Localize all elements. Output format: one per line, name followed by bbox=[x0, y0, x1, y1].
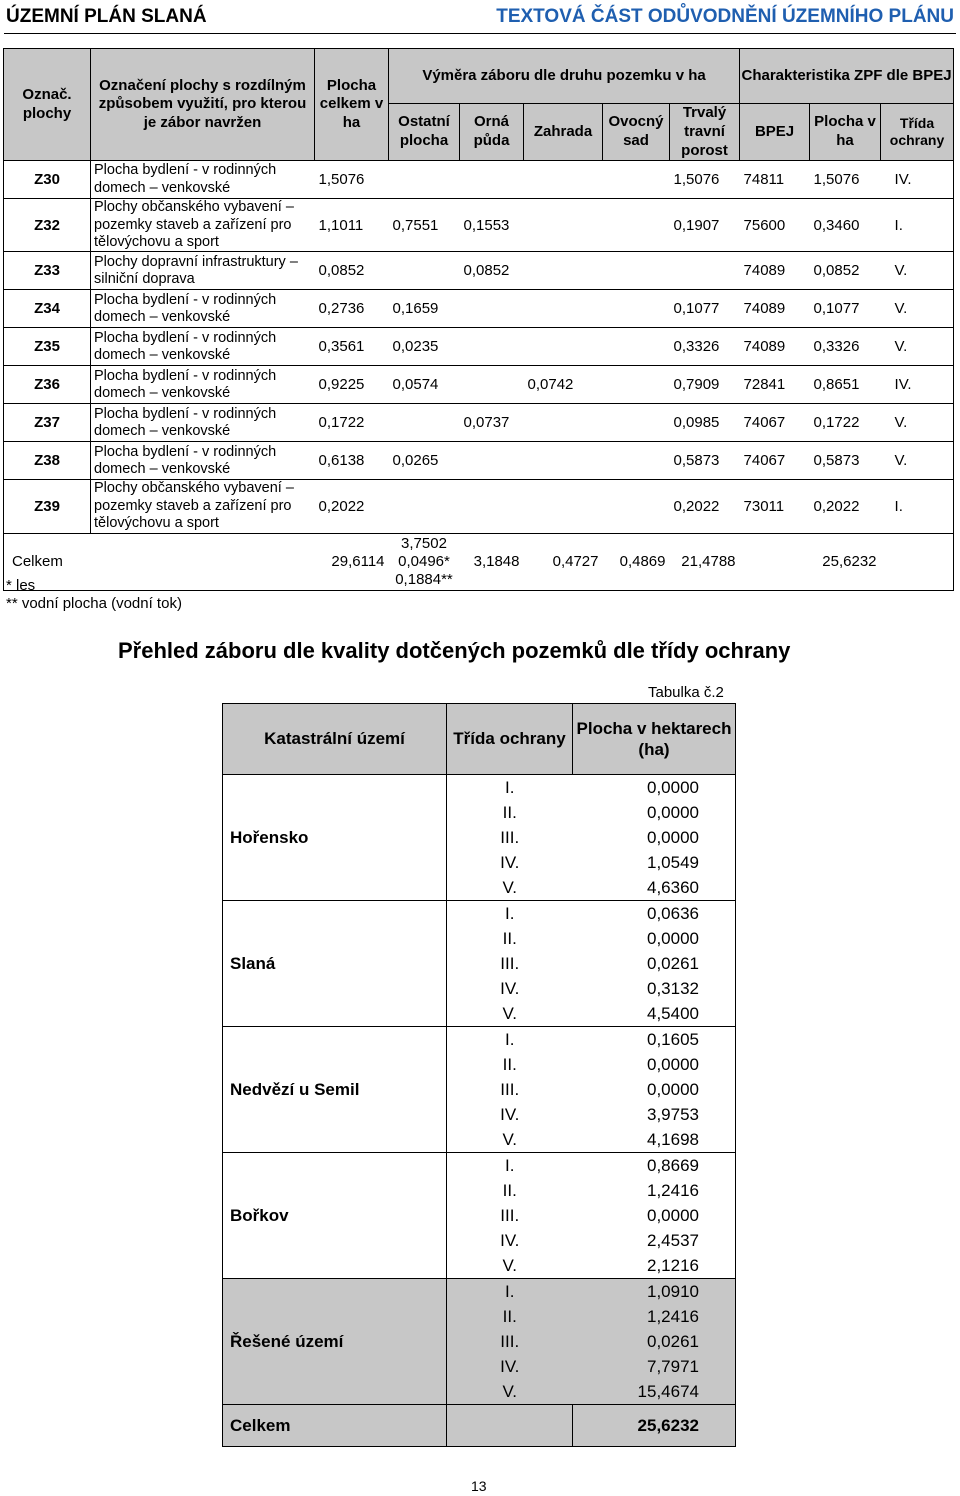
cell-trida: IV. bbox=[881, 161, 954, 199]
cell-sad bbox=[603, 199, 670, 252]
row-description: Plocha bydlení - v rodinných domech – venkovské bbox=[91, 366, 315, 404]
col-header-grassland: Trvalý travní porost bbox=[670, 104, 740, 161]
cell-ttp: 0,5873 bbox=[670, 442, 740, 480]
cell-ttp bbox=[670, 252, 740, 290]
cell-ttp: 0,1907 bbox=[670, 199, 740, 252]
cell-trida: V. bbox=[881, 404, 954, 442]
row-description: Plochy občanského vybavení – pozemky staveb a zařízení pro tělovýchovu a sport bbox=[91, 480, 315, 533]
protection-class: I. bbox=[447, 1279, 573, 1305]
cell-bpej: 74089 bbox=[740, 252, 810, 290]
protection-class: III. bbox=[447, 1203, 573, 1228]
protection-class: IV. bbox=[447, 976, 573, 1001]
cell-sad bbox=[603, 290, 670, 328]
footnote-water: ** vodní plocha (vodní tok) bbox=[6, 595, 182, 612]
total-hectares: 25,6232 bbox=[573, 1405, 736, 1447]
cell-ostatni bbox=[389, 161, 460, 199]
cell-bpej: 74067 bbox=[740, 404, 810, 442]
footnote-forest: * les bbox=[6, 577, 36, 594]
protection-class: IV. bbox=[447, 1228, 573, 1253]
protection-class: III. bbox=[447, 951, 573, 976]
cadastral-area-name: Hořensko bbox=[223, 775, 447, 901]
total-grassland: 21,4788 bbox=[670, 533, 740, 590]
table-row bbox=[223, 1027, 736, 1053]
cell-trida: V. bbox=[881, 290, 954, 328]
document-header-section: TEXTOVÁ ČÁST ODŮVODNĚNÍ ÚZEMNÍHO PLÁNU bbox=[496, 6, 954, 27]
protection-class: III. bbox=[447, 1329, 573, 1354]
cell-orna: 0,0737 bbox=[460, 404, 524, 442]
total-other-area bbox=[389, 533, 460, 590]
col-header-cadastral-area: Katastrální území bbox=[223, 704, 447, 775]
cell-total: 0,0852 bbox=[315, 252, 389, 290]
col-header-arable-land: Orná půda bbox=[460, 104, 524, 161]
total-orchard: 0,4869 bbox=[603, 533, 670, 590]
table-row bbox=[4, 328, 954, 366]
total-forest-value: 0,0496* bbox=[398, 552, 450, 570]
cell-ttp: 0,3326 bbox=[670, 328, 740, 366]
cadastral-area-name: Řešené území bbox=[223, 1279, 447, 1405]
cell-bpej: 73011 bbox=[740, 480, 810, 533]
cell-ostatni: 0,0265 bbox=[389, 442, 460, 480]
cell-trida: V. bbox=[881, 252, 954, 290]
area-hectares: 15,4674 bbox=[573, 1379, 736, 1405]
table-row bbox=[4, 252, 954, 290]
total-area: 29,6114 bbox=[315, 533, 389, 590]
row-code: Z35 bbox=[4, 328, 91, 366]
cell-plocha: 0,5873 bbox=[810, 442, 881, 480]
cell-sad bbox=[603, 366, 670, 404]
cell-trida: I. bbox=[881, 199, 954, 252]
col-header-bpej-area: Plocha v ha bbox=[810, 104, 881, 161]
document-header-title: ÚZEMNÍ PLÁN SLANÁ bbox=[6, 6, 207, 27]
cell-plocha: 0,2022 bbox=[810, 480, 881, 533]
protection-class: I. bbox=[447, 901, 573, 927]
cell-zahrada bbox=[524, 252, 603, 290]
area-hectares: 0,0000 bbox=[573, 1203, 736, 1228]
area-hectares: 2,1216 bbox=[573, 1253, 736, 1279]
col-header-zpf-group: Charakteristika ZPF dle BPEJ bbox=[740, 49, 954, 104]
total-water-value: 0,1884** bbox=[395, 570, 453, 588]
row-code: Z30 bbox=[4, 161, 91, 199]
cell-orna bbox=[460, 442, 524, 480]
protection-class: II. bbox=[447, 800, 573, 825]
cell-total: 0,2022 bbox=[315, 480, 389, 533]
cell-zahrada bbox=[524, 442, 603, 480]
protection-class-table-body bbox=[223, 775, 736, 1447]
protection-class: I. bbox=[447, 775, 573, 801]
area-hectares: 0,0261 bbox=[573, 1329, 736, 1354]
area-hectares: 1,2416 bbox=[573, 1178, 736, 1203]
table-row bbox=[4, 442, 954, 480]
cell-ostatni: 0,0235 bbox=[389, 328, 460, 366]
area-hectares: 0,0000 bbox=[573, 775, 736, 801]
total-garden: 0,4727 bbox=[524, 533, 603, 590]
protection-class: V. bbox=[447, 1001, 573, 1027]
cell-total: 0,6138 bbox=[315, 442, 389, 480]
area-hectares: 2,4537 bbox=[573, 1228, 736, 1253]
row-description: Plocha bydlení - v rodinných domech – venkovské bbox=[91, 290, 315, 328]
table-row bbox=[223, 1153, 736, 1179]
cell-zahrada bbox=[524, 199, 603, 252]
col-header-total-area: Plocha celkem v ha bbox=[315, 49, 389, 161]
protection-class: III. bbox=[447, 1077, 573, 1102]
protection-class: I. bbox=[447, 1027, 573, 1053]
area-hectares: 0,0000 bbox=[573, 1052, 736, 1077]
protection-class: V. bbox=[447, 875, 573, 901]
col-header-usage-group: Výměra záboru dle druhu pozemku v ha bbox=[389, 49, 740, 104]
area-hectares: 1,0910 bbox=[573, 1279, 736, 1305]
table-row bbox=[4, 480, 954, 533]
col-header-protection-class: Třída ochrany bbox=[881, 104, 954, 161]
protection-class: I. bbox=[447, 1153, 573, 1179]
protection-class: IV. bbox=[447, 850, 573, 875]
cell-orna: 0,0852 bbox=[460, 252, 524, 290]
cell-zahrada bbox=[524, 328, 603, 366]
row-description: Plocha bydlení - v rodinných domech – venkovské bbox=[91, 442, 315, 480]
col-header-code: Označ. plochy bbox=[4, 49, 91, 161]
cell-sad bbox=[603, 442, 670, 480]
cell-plocha: 0,3460 bbox=[810, 199, 881, 252]
protection-class: IV. bbox=[447, 1354, 573, 1379]
area-hectares: 0,0261 bbox=[573, 951, 736, 976]
area-hectares: 7,7971 bbox=[573, 1354, 736, 1379]
total-arable: 3,1848 bbox=[460, 533, 524, 590]
land-take-table bbox=[3, 48, 954, 591]
protection-class-table bbox=[222, 703, 736, 1447]
cell-plocha: 0,0852 bbox=[810, 252, 881, 290]
area-hectares: 4,5400 bbox=[573, 1001, 736, 1027]
total-bpej-area: 25,6232 bbox=[810, 533, 881, 590]
cell-total: 1,5076 bbox=[315, 161, 389, 199]
area-hectares: 4,6360 bbox=[573, 875, 736, 901]
cell-ostatni: 0,1659 bbox=[389, 290, 460, 328]
cell-bpej: 74089 bbox=[740, 328, 810, 366]
header-divider bbox=[4, 33, 956, 34]
row-description: Plochy dopravní infrastruktury – silniční doprava bbox=[91, 252, 315, 290]
row-code: Z39 bbox=[4, 480, 91, 533]
cadastral-area-name: Bořkov bbox=[223, 1153, 447, 1279]
table-row bbox=[223, 775, 736, 801]
cell-orna bbox=[460, 480, 524, 533]
total-class-empty bbox=[881, 533, 954, 590]
cell-ostatni: 0,0574 bbox=[389, 366, 460, 404]
cell-ttp: 0,2022 bbox=[670, 480, 740, 533]
row-description: Plochy občanského vybavení – pozemky staveb a zařízení pro tělovýchovu a sport bbox=[91, 199, 315, 252]
col-header-bpej: BPEJ bbox=[740, 104, 810, 161]
cell-ttp: 0,0985 bbox=[670, 404, 740, 442]
cell-sad bbox=[603, 252, 670, 290]
cell-zahrada bbox=[524, 404, 603, 442]
page-number: 13 bbox=[471, 1478, 487, 1494]
col-header-hectares: Plocha v hektarech (ha) bbox=[573, 704, 736, 775]
cell-total: 0,1722 bbox=[315, 404, 389, 442]
table-row bbox=[4, 290, 954, 328]
cell-orna bbox=[460, 366, 524, 404]
col-header-other-area: Ostatní plocha bbox=[389, 104, 460, 161]
protection-class: V. bbox=[447, 1379, 573, 1405]
cell-trida: I. bbox=[881, 480, 954, 533]
cell-orna bbox=[460, 328, 524, 366]
cell-ttp: 1,5076 bbox=[670, 161, 740, 199]
cell-ostatni bbox=[389, 480, 460, 533]
cell-zahrada bbox=[524, 161, 603, 199]
cell-zahrada bbox=[524, 290, 603, 328]
row-code: Z33 bbox=[4, 252, 91, 290]
cell-orna: 0,1553 bbox=[460, 199, 524, 252]
table-row bbox=[4, 404, 954, 442]
cell-ostatni bbox=[389, 404, 460, 442]
cell-trida: V. bbox=[881, 328, 954, 366]
area-hectares: 0,8669 bbox=[573, 1153, 736, 1179]
cell-total: 0,9225 bbox=[315, 366, 389, 404]
cell-orna bbox=[460, 290, 524, 328]
col-header-orchard: Ovocný sad bbox=[603, 104, 670, 161]
area-hectares: 3,9753 bbox=[573, 1102, 736, 1127]
land-take-table-body bbox=[4, 161, 954, 590]
area-hectares: 1,2416 bbox=[573, 1304, 736, 1329]
protection-class: V. bbox=[447, 1253, 573, 1279]
cell-ostatni bbox=[389, 252, 460, 290]
table-number-label: Tabulka č.2 bbox=[648, 684, 724, 701]
area-hectares: 0,0000 bbox=[573, 926, 736, 951]
cell-zahrada: 0,0742 bbox=[524, 366, 603, 404]
cell-sad bbox=[603, 328, 670, 366]
cell-trida: IV. bbox=[881, 366, 954, 404]
cadastral-area-name: Slaná bbox=[223, 901, 447, 1027]
protection-class: III. bbox=[447, 825, 573, 850]
footnotes bbox=[6, 577, 182, 613]
area-hectares: 0,0000 bbox=[573, 825, 736, 850]
row-code: Z32 bbox=[4, 199, 91, 252]
cell-orna bbox=[460, 161, 524, 199]
col-header-description: Označení plochy s rozdílným způsobem využití, pro kterou je zábor navržen bbox=[91, 49, 315, 161]
cell-plocha: 0,1077 bbox=[810, 290, 881, 328]
cell-total: 0,3561 bbox=[315, 328, 389, 366]
protection-class: V. bbox=[447, 1127, 573, 1153]
area-hectares: 4,1698 bbox=[573, 1127, 736, 1153]
table-row bbox=[223, 901, 736, 927]
cell-plocha: 1,5076 bbox=[810, 161, 881, 199]
total-bpej-empty bbox=[740, 533, 810, 590]
cell-ttp: 0,1077 bbox=[670, 290, 740, 328]
table-row bbox=[223, 1279, 736, 1305]
protection-class: II. bbox=[447, 1304, 573, 1329]
col-header-garden: Zahrada bbox=[524, 104, 603, 161]
row-code: Z34 bbox=[4, 290, 91, 328]
cell-bpej: 74811 bbox=[740, 161, 810, 199]
cell-total: 0,2736 bbox=[315, 290, 389, 328]
cell-sad bbox=[603, 404, 670, 442]
cell-trida: V. bbox=[881, 442, 954, 480]
protection-class: II. bbox=[447, 926, 573, 951]
cell-bpej: 74089 bbox=[740, 290, 810, 328]
cell-sad bbox=[603, 480, 670, 533]
protection-class: II. bbox=[447, 1052, 573, 1077]
cell-bpej: 75600 bbox=[740, 199, 810, 252]
cell-plocha: 0,3326 bbox=[810, 328, 881, 366]
cell-ttp: 0,7909 bbox=[670, 366, 740, 404]
table-row bbox=[4, 199, 954, 252]
protection-class: II. bbox=[447, 1178, 573, 1203]
total-class-empty bbox=[447, 1405, 573, 1447]
row-code: Z38 bbox=[4, 442, 91, 480]
row-description: Plocha bydlení - v rodinných domech – venkovské bbox=[91, 161, 315, 199]
table-row bbox=[4, 366, 954, 404]
cell-sad bbox=[603, 161, 670, 199]
cell-total: 1,1011 bbox=[315, 199, 389, 252]
row-description: Plocha bydlení - v rodinných domech – venkovské bbox=[91, 404, 315, 442]
row-code: Z36 bbox=[4, 366, 91, 404]
area-hectares: 1,0549 bbox=[573, 850, 736, 875]
area-hectares: 0,1605 bbox=[573, 1027, 736, 1053]
area-hectares: 0,0636 bbox=[573, 901, 736, 927]
cell-bpej: 74067 bbox=[740, 442, 810, 480]
row-code: Z37 bbox=[4, 404, 91, 442]
total-row bbox=[223, 1405, 736, 1447]
total-other-value: 3,7502 bbox=[401, 534, 447, 552]
cell-zahrada bbox=[524, 480, 603, 533]
cell-ostatni: 0,7551 bbox=[389, 199, 460, 252]
total-label: Celkem bbox=[223, 1405, 447, 1447]
protection-class: IV. bbox=[447, 1102, 573, 1127]
table-row bbox=[4, 161, 954, 199]
cell-plocha: 0,8651 bbox=[810, 366, 881, 404]
col-header-class: Třída ochrany bbox=[447, 704, 573, 775]
cell-plocha: 0,1722 bbox=[810, 404, 881, 442]
cell-bpej: 72841 bbox=[740, 366, 810, 404]
section-title: Přehled záboru dle kvality dotčených pozemků dle třídy ochrany bbox=[118, 638, 791, 663]
area-hectares: 0,0000 bbox=[573, 800, 736, 825]
cadastral-area-name: Nedvězí u Semil bbox=[223, 1027, 447, 1153]
row-description: Plocha bydlení - v rodinných domech – venkovské bbox=[91, 328, 315, 366]
area-hectares: 0,3132 bbox=[573, 976, 736, 1001]
area-hectares: 0,0000 bbox=[573, 1077, 736, 1102]
total-label: Celkem bbox=[4, 533, 315, 590]
